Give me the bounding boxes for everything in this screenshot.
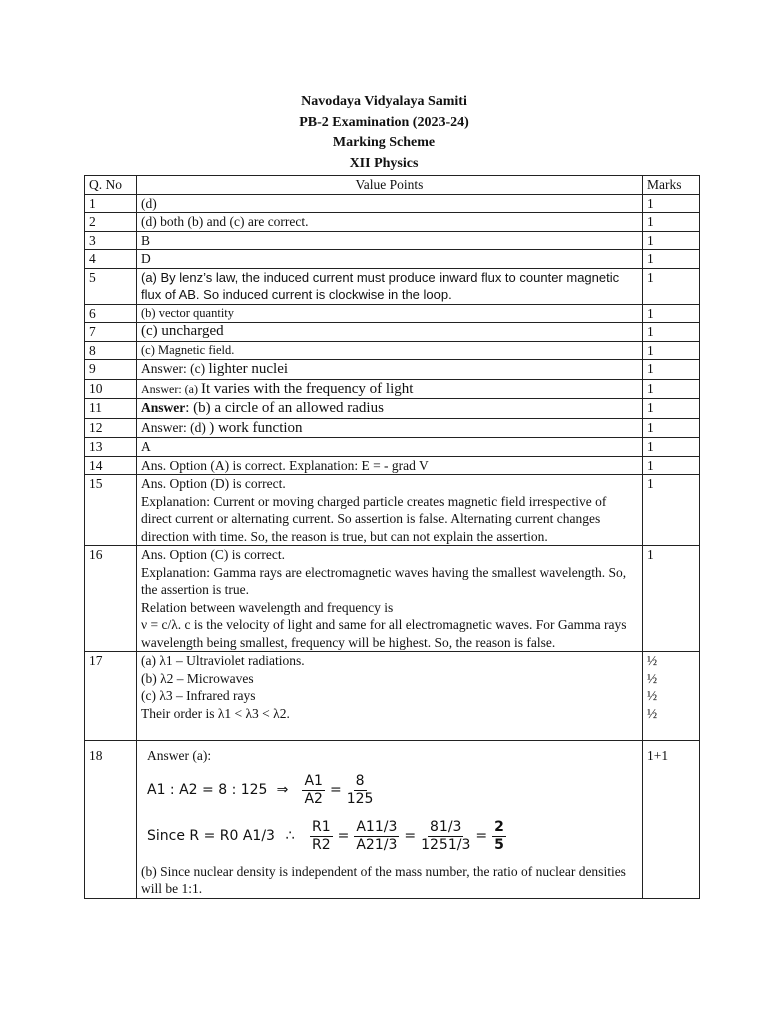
fraction-numerator: 8 bbox=[355, 773, 365, 789]
equals-symbol: = bbox=[329, 781, 342, 798]
table-row bbox=[85, 341, 700, 360]
fraction-numerator: 81/3 bbox=[430, 819, 462, 835]
qno-cell: 7 bbox=[85, 323, 137, 342]
table-row bbox=[85, 438, 700, 457]
explanation-text: Explanation: Current or moving charged particle creates magnetic field irrespective of direct current or alternating current. So assertion is false. Alternating current changes direction with time. So, the reason is true, but can not explain the assertion. bbox=[141, 493, 607, 544]
value-cell: D bbox=[137, 250, 643, 269]
marks-cell: 1 bbox=[643, 304, 700, 323]
qno-cell: 14 bbox=[85, 456, 137, 475]
marking-scheme-table bbox=[84, 175, 700, 899]
table-row bbox=[85, 304, 700, 323]
value-cell: (d) both (b) and (c) are correct. bbox=[137, 213, 643, 232]
qno-cell: 11 bbox=[85, 399, 137, 419]
table-row bbox=[85, 546, 700, 652]
answer-prefix: Answer: (a) bbox=[141, 381, 201, 396]
qno-cell: 1 bbox=[85, 194, 137, 213]
equals-symbol: = bbox=[404, 827, 417, 844]
answer-prefix: Answer: (c) bbox=[141, 361, 209, 376]
answer-head: Ans. Option (C) is correct. bbox=[141, 547, 285, 562]
table-row bbox=[85, 360, 700, 380]
value-cell: Ans. Option (A) is correct. Explanation: E = - grad V bbox=[137, 456, 643, 475]
area-ratio: A1 : A2 = 8 : 125 bbox=[147, 781, 268, 798]
marks-cell: 1+1 bbox=[643, 741, 700, 899]
list-item: (c) λ3 – Infrared rays bbox=[141, 688, 256, 703]
value-cell: (d) bbox=[137, 194, 643, 213]
value-cell bbox=[137, 546, 643, 652]
marks-cell: 1 bbox=[643, 475, 700, 546]
fraction-denominator: 125 bbox=[346, 791, 374, 807]
marks-cell: 1 bbox=[643, 323, 700, 342]
qno-cell: 13 bbox=[85, 438, 137, 457]
table-row bbox=[85, 194, 700, 213]
table-row bbox=[85, 456, 700, 475]
marks-cell: 1 bbox=[643, 360, 700, 380]
fraction bbox=[302, 773, 324, 808]
answer-text: ) work function bbox=[209, 419, 303, 436]
explanation-text: Explanation: Gamma rays are electromagnetic waves having the smallest wavelength. So, the assertion is true. bbox=[141, 564, 627, 597]
qno-cell: 9 bbox=[85, 360, 137, 380]
answer-text: lighter nuclei bbox=[208, 361, 289, 377]
marks-cell: 1 bbox=[643, 268, 700, 304]
fraction bbox=[347, 773, 374, 808]
table-row bbox=[85, 652, 700, 741]
col-header-marks: Marks bbox=[643, 176, 700, 195]
answer-text: : (b) a circle of an allowed radius bbox=[185, 400, 384, 416]
value-cell: (c) Magnetic field. bbox=[137, 341, 643, 360]
half-mark: ½ bbox=[647, 688, 658, 703]
ratio-equation bbox=[147, 771, 638, 811]
value-cell bbox=[137, 379, 643, 399]
marks-cell: 1 bbox=[643, 250, 700, 269]
answer-head: Answer (a): bbox=[147, 748, 212, 763]
qno-cell: 8 bbox=[85, 341, 137, 360]
value-cell bbox=[137, 418, 643, 438]
doc-title: Marking Scheme bbox=[332, 135, 436, 150]
fraction-denominator: A21/3 bbox=[356, 837, 398, 853]
col-header-value: Value Points bbox=[137, 176, 643, 195]
fraction bbox=[421, 819, 470, 854]
value-cell bbox=[137, 475, 643, 546]
table-row bbox=[85, 741, 700, 899]
subject-title: XII Physics bbox=[349, 155, 419, 171]
answer-text: It varies with the frequency of light bbox=[200, 380, 414, 397]
therefore-symbol: ∴ bbox=[285, 827, 295, 844]
value-cell: (c) uncharged bbox=[137, 323, 643, 342]
table-row bbox=[85, 213, 700, 232]
qno-cell: 17 bbox=[85, 652, 137, 741]
table-row bbox=[85, 475, 700, 546]
implies-symbol: ⇒ bbox=[276, 781, 289, 798]
radius-formula: Since R = R0 A1/3 bbox=[147, 827, 275, 844]
value-cell: A bbox=[137, 438, 643, 457]
value-cell: (a) By lenz’s law, the induced current must produce inward flux to counter magnetic flux of AB. So induced current is clockwise in the loop. bbox=[137, 268, 643, 304]
value-cell bbox=[137, 741, 643, 899]
marks-cell: 1 bbox=[643, 231, 700, 250]
answer-head: Ans. Option (D) is correct. bbox=[141, 476, 286, 491]
fraction-numerator: A11/3 bbox=[356, 819, 398, 835]
list-item: Their order is λ1 < λ3 < λ2. bbox=[141, 705, 290, 721]
fraction-numerator: A1 bbox=[304, 773, 323, 789]
table-row bbox=[85, 418, 700, 438]
fraction-denominator: 5 bbox=[494, 837, 504, 853]
fraction-denominator: R2 bbox=[311, 837, 331, 853]
fraction-denominator: 1251/3 bbox=[421, 837, 471, 853]
radius-equation bbox=[147, 813, 638, 861]
marks-cell: 1 bbox=[643, 379, 700, 399]
marks-cell: 1 bbox=[643, 213, 700, 232]
qno-cell: 6 bbox=[85, 304, 137, 323]
qno-cell: 16 bbox=[85, 546, 137, 652]
half-mark: ½ bbox=[647, 653, 658, 668]
document-header bbox=[0, 92, 768, 174]
exam-title: PB-2 Examination (2023-24) bbox=[299, 114, 469, 130]
list-item: (a) λ1 – Ultraviolet radiations. bbox=[141, 653, 305, 668]
qno-cell: 2 bbox=[85, 213, 137, 232]
value-cell: B bbox=[137, 231, 643, 250]
col-header-qno: Q. No bbox=[85, 176, 137, 195]
fraction-denominator: A2 bbox=[304, 791, 323, 807]
marks-cell: 1 bbox=[643, 456, 700, 475]
answer-prefix: Answer: (d) bbox=[141, 419, 210, 435]
value-cell bbox=[137, 652, 643, 741]
marks-cell: 1 bbox=[643, 418, 700, 438]
table-row bbox=[85, 231, 700, 250]
list-item: (b) λ2 – Microwaves bbox=[141, 670, 254, 686]
qno-cell: 3 bbox=[85, 231, 137, 250]
fraction-numerator: 2 bbox=[494, 819, 504, 835]
fraction-numerator: R1 bbox=[311, 819, 331, 835]
fraction bbox=[310, 819, 333, 854]
table-header-row bbox=[85, 176, 700, 195]
part-b-text: (b) Since nuclear density is independent of the mass number, the ratio of nuclear densities will be 1:1. bbox=[141, 863, 626, 896]
table-row bbox=[85, 379, 700, 399]
table-row bbox=[85, 323, 700, 342]
half-mark: ½ bbox=[647, 705, 658, 721]
marks-cell bbox=[643, 652, 700, 741]
marks-cell: 1 bbox=[643, 399, 700, 419]
table-row bbox=[85, 399, 700, 419]
marks-cell: 1 bbox=[643, 194, 700, 213]
qno-cell: 15 bbox=[85, 475, 137, 546]
qno-cell: 18 bbox=[85, 741, 137, 899]
qno-cell: 4 bbox=[85, 250, 137, 269]
qno-cell: 5 bbox=[85, 268, 137, 304]
half-mark: ½ bbox=[647, 670, 658, 686]
explanation-text: Relation between wavelength and frequency is bbox=[141, 599, 394, 615]
fraction bbox=[492, 819, 506, 854]
value-cell: (b) vector quantity bbox=[137, 304, 643, 323]
qno-cell: 10 bbox=[85, 379, 137, 399]
table-row bbox=[85, 268, 700, 304]
org-title: Navodaya Vidyalaya Samiti bbox=[301, 94, 467, 109]
equals-symbol: = bbox=[337, 827, 350, 844]
value-cell bbox=[137, 399, 643, 419]
marks-cell: 1 bbox=[643, 438, 700, 457]
marks-cell: 1 bbox=[643, 341, 700, 360]
value-cell bbox=[137, 360, 643, 380]
answer-prefix: Answer bbox=[141, 400, 186, 415]
table-row bbox=[85, 250, 700, 269]
explanation-text: ν = c/λ. c is the velocity of light and same for all electromagnetic waves. For Gamma rays wavelength being smallest, frequency will be highest. So, the reason is false. bbox=[141, 617, 627, 650]
marks-cell: 1 bbox=[643, 546, 700, 652]
qno-cell: 12 bbox=[85, 418, 137, 438]
equals-symbol: = bbox=[475, 827, 488, 844]
fraction bbox=[354, 819, 399, 854]
